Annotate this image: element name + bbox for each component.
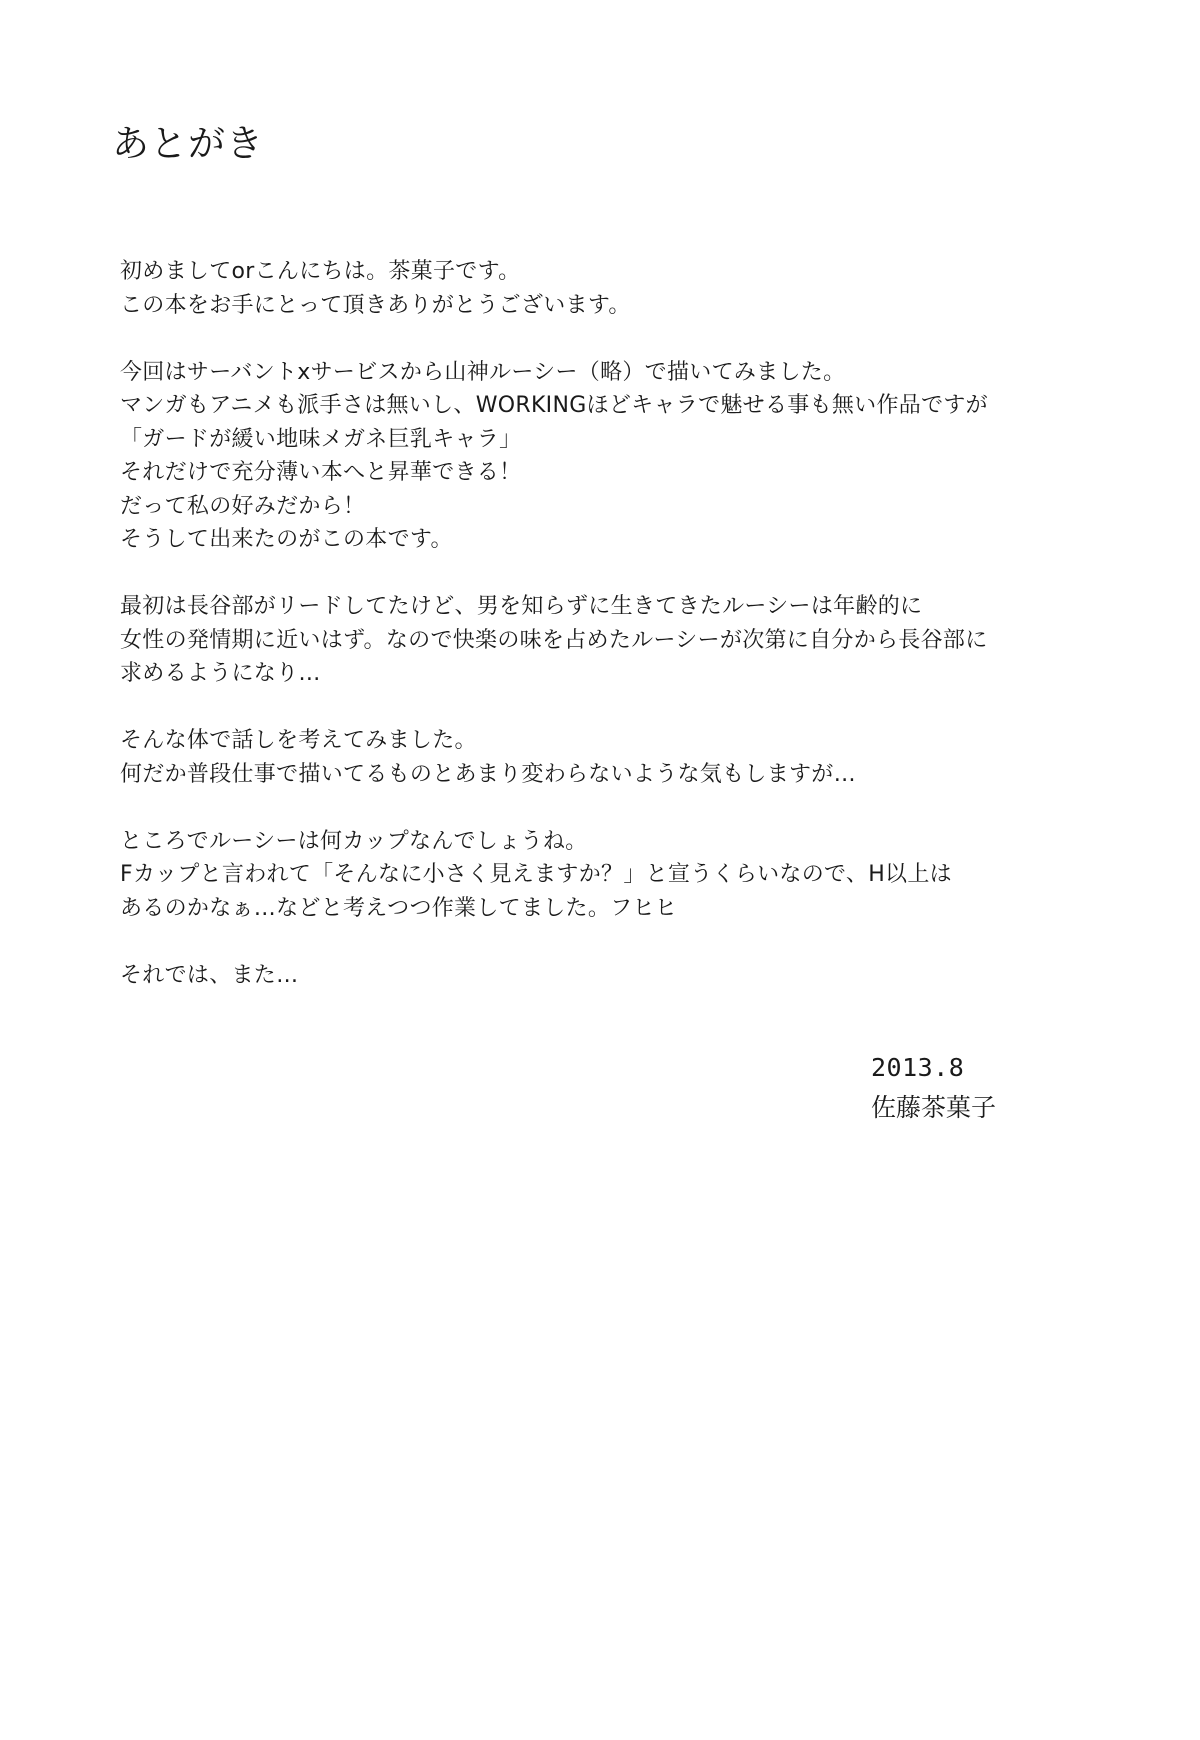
paragraph-intro bbox=[120, 356, 1120, 557]
paragraph-story bbox=[120, 590, 1120, 691]
page-title: あとがき bbox=[112, 122, 264, 165]
text-line: それだけで充分薄い本へと昇華できる！ bbox=[120, 460, 522, 485]
paragraph-greeting bbox=[120, 255, 1120, 322]
paragraph-closing bbox=[120, 959, 1120, 993]
text-line: マンガもアニメも派手さは無いし、WORKINGほどキャラで魅せる事も無い作品ですが bbox=[120, 393, 988, 418]
text-line: そうして出来たのがこの本です。 bbox=[120, 527, 453, 552]
text-line: この本をお手にとって頂きありがとうございます。 bbox=[120, 292, 631, 318]
text-line: 「ガードが緩い地味メガネ巨乳キャラ」 bbox=[120, 426, 522, 452]
paragraph-aside bbox=[120, 825, 1120, 926]
signature-author: 佐藤茶菓子 bbox=[871, 1093, 997, 1122]
text-line: そんな体で話しを考えてみました。 bbox=[120, 728, 477, 753]
text-line: ところでルーシーは何カップなんでしょうね。 bbox=[120, 828, 588, 854]
text-line: だって私の好みだから！ bbox=[120, 493, 366, 519]
text-line: 今回はサーバントxサービスから山神ルーシー（略）で描いてみました。 bbox=[120, 359, 846, 385]
text-line: Fカップと言われて「そんなに小さく見えますか？」と宣うくらいなので、H以上は bbox=[120, 862, 952, 887]
signature-date: 2013.8 bbox=[871, 1053, 965, 1082]
text-line: それでは、また… bbox=[120, 962, 299, 988]
text-line: 求めるようになり… bbox=[120, 661, 321, 686]
afterword-body bbox=[120, 255, 1120, 1026]
text-line: あるのかなぁ…などと考えつつ作業してました。フヒヒ bbox=[120, 895, 678, 921]
text-line: 最初は長谷部がリードしてたけど、男を知らずに生きてきたルーシーは年齢的に bbox=[120, 594, 923, 619]
text-line: 女性の発情期に近いはず。なので快楽の味を占めたルーシーが次第に自分から長谷部に bbox=[120, 627, 988, 653]
paragraph-reflection bbox=[120, 724, 1120, 791]
text-line: 何だか普段仕事で描いてるものとあまり変わらないような気もしますが… bbox=[120, 761, 856, 787]
text-line: 初めましてorこんにちは。茶菓子です。 bbox=[120, 259, 521, 284]
signature-block bbox=[871, 1048, 996, 1128]
